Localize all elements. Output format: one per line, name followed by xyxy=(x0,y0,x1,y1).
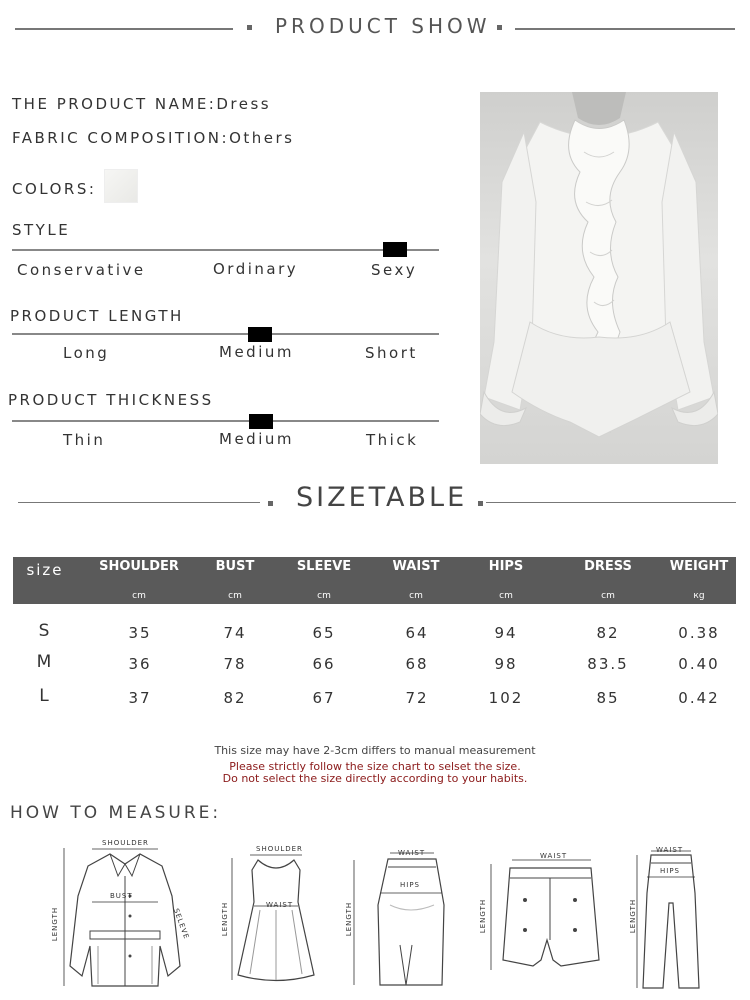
unit-shoulder: cm xyxy=(132,591,146,601)
jacket-bust-label: BUST xyxy=(110,892,133,900)
length-option-short: Short xyxy=(365,344,418,362)
col-dress: DRESS xyxy=(584,559,632,574)
divider-square xyxy=(478,501,483,506)
dress-diagram xyxy=(220,840,320,985)
shorts-length-label: LENGTH xyxy=(479,898,488,934)
pants-hips-label: HIPS xyxy=(660,867,680,875)
product-photo xyxy=(480,92,718,464)
cell: 68 xyxy=(405,655,429,673)
dress-shoulder-label: SHOULDER xyxy=(256,845,303,853)
cell-size: S xyxy=(38,621,52,641)
color-swatch-white[interactable] xyxy=(104,169,138,203)
product-name-row xyxy=(12,95,271,113)
col-waist: WAIST xyxy=(392,559,440,574)
cell: 64 xyxy=(405,624,429,642)
cell: 78 xyxy=(223,655,247,673)
skirt-hips-label: HIPS xyxy=(400,881,420,889)
cell-size: L xyxy=(39,686,51,706)
sizetable-divider-left xyxy=(18,502,260,503)
skirt-diagram xyxy=(340,845,450,990)
shorts-waist-label: WAIST xyxy=(540,852,568,860)
col-weight: WEIGHT xyxy=(669,559,729,574)
cell: 83.5 xyxy=(587,655,629,673)
style-label: STYLE xyxy=(12,221,71,239)
style-option-conservative: Conservative xyxy=(17,261,146,279)
cell: 74 xyxy=(223,624,247,642)
fabric-row xyxy=(12,129,294,147)
divider-right xyxy=(515,28,735,30)
cell: 102 xyxy=(488,689,524,707)
cell: 0.40 xyxy=(678,655,720,673)
style-scale-line xyxy=(12,249,439,251)
cell: 67 xyxy=(312,689,336,707)
jacket-shoulder-label: SHOULDER xyxy=(102,839,149,847)
unit-waist: cm xyxy=(409,591,423,601)
how-to-measure-heading: HOW TO MEASURE: xyxy=(10,803,222,823)
cell: 72 xyxy=(405,689,429,707)
col-hips: HIPS xyxy=(488,559,524,574)
cell-size: M xyxy=(36,652,54,672)
fabric-label: FABRIC COMPOSITION: xyxy=(12,129,230,147)
note-measurement: This size may have 2-3cm differs to manual measurement xyxy=(214,744,536,757)
cell: 85 xyxy=(596,689,620,707)
cell: 94 xyxy=(494,624,518,642)
divider-square xyxy=(247,25,252,30)
divider-left xyxy=(15,28,233,30)
blouse-illustration xyxy=(480,92,718,464)
col-shoulder: SHOULDER xyxy=(99,559,179,574)
unit-weight: кg xyxy=(693,591,705,601)
cell: 66 xyxy=(312,655,336,673)
unit-sleeve: cm xyxy=(317,591,331,601)
cell: 65 xyxy=(312,624,336,642)
col-size: size xyxy=(26,561,64,579)
dress-length-label: LENGTH xyxy=(221,901,230,937)
length-option-medium: Medium xyxy=(219,343,294,361)
cell: 35 xyxy=(128,624,152,642)
fabric-value: Others xyxy=(229,129,295,147)
thickness-option-thin: Thin xyxy=(63,431,106,449)
skirt-waist-label: WAIST xyxy=(398,849,426,857)
length-marker xyxy=(248,327,272,342)
col-sleeve: SLEEVE xyxy=(296,559,352,574)
cell: 36 xyxy=(128,655,152,673)
style-option-sexy: Sexy xyxy=(371,261,418,279)
cell: 82 xyxy=(223,689,247,707)
thickness-label: PRODUCT THICKNESS xyxy=(8,391,214,409)
pants-waist-label: WAIST xyxy=(656,846,684,854)
product-name-label: THE PRODUCT NAME: xyxy=(12,95,217,113)
unit-dress: cm xyxy=(601,591,615,601)
divider-square xyxy=(268,501,273,506)
note-habits: Do not select the size directly according to your habits. xyxy=(222,772,528,785)
length-scale-line xyxy=(12,333,439,335)
divider-square xyxy=(497,25,502,30)
thickness-option-medium: Medium xyxy=(219,430,294,448)
colors-label: COLORS: xyxy=(12,180,97,198)
product-show-heading: PRODUCT SHOW xyxy=(275,14,491,38)
cell: 37 xyxy=(128,689,152,707)
thickness-marker xyxy=(249,414,273,429)
unit-hips: cm xyxy=(499,591,513,601)
pants-length-label: LENGTH xyxy=(629,898,638,934)
sizetable-divider-right xyxy=(486,502,736,503)
cell: 0.42 xyxy=(678,689,720,707)
length-label: PRODUCT LENGTH xyxy=(10,307,184,325)
thickness-scale-line xyxy=(12,420,439,422)
cell: 0.38 xyxy=(678,624,720,642)
col-bust: BUST xyxy=(215,559,255,574)
product-name-value: Dress xyxy=(216,95,272,113)
dress-waist-label: WAIST xyxy=(266,901,294,909)
shorts-diagram xyxy=(475,850,605,975)
length-option-long: Long xyxy=(63,344,110,362)
jacket-seleve-label: SELEVE xyxy=(171,907,191,941)
sizetable-heading: SIZETABLE xyxy=(296,482,468,513)
style-marker xyxy=(383,242,407,257)
unit-bust: cm xyxy=(228,591,242,601)
note-follow-chart: Please strictly follow the size chart to selset the size. xyxy=(229,760,521,773)
style-option-ordinary: Ordinary xyxy=(213,260,299,278)
cell: 82 xyxy=(596,624,620,642)
skirt-length-label: LENGTH xyxy=(345,901,354,937)
jacket-length-label: LENGTH xyxy=(51,906,60,942)
thickness-option-thick: Thick xyxy=(366,431,419,449)
cell: 98 xyxy=(494,655,518,673)
